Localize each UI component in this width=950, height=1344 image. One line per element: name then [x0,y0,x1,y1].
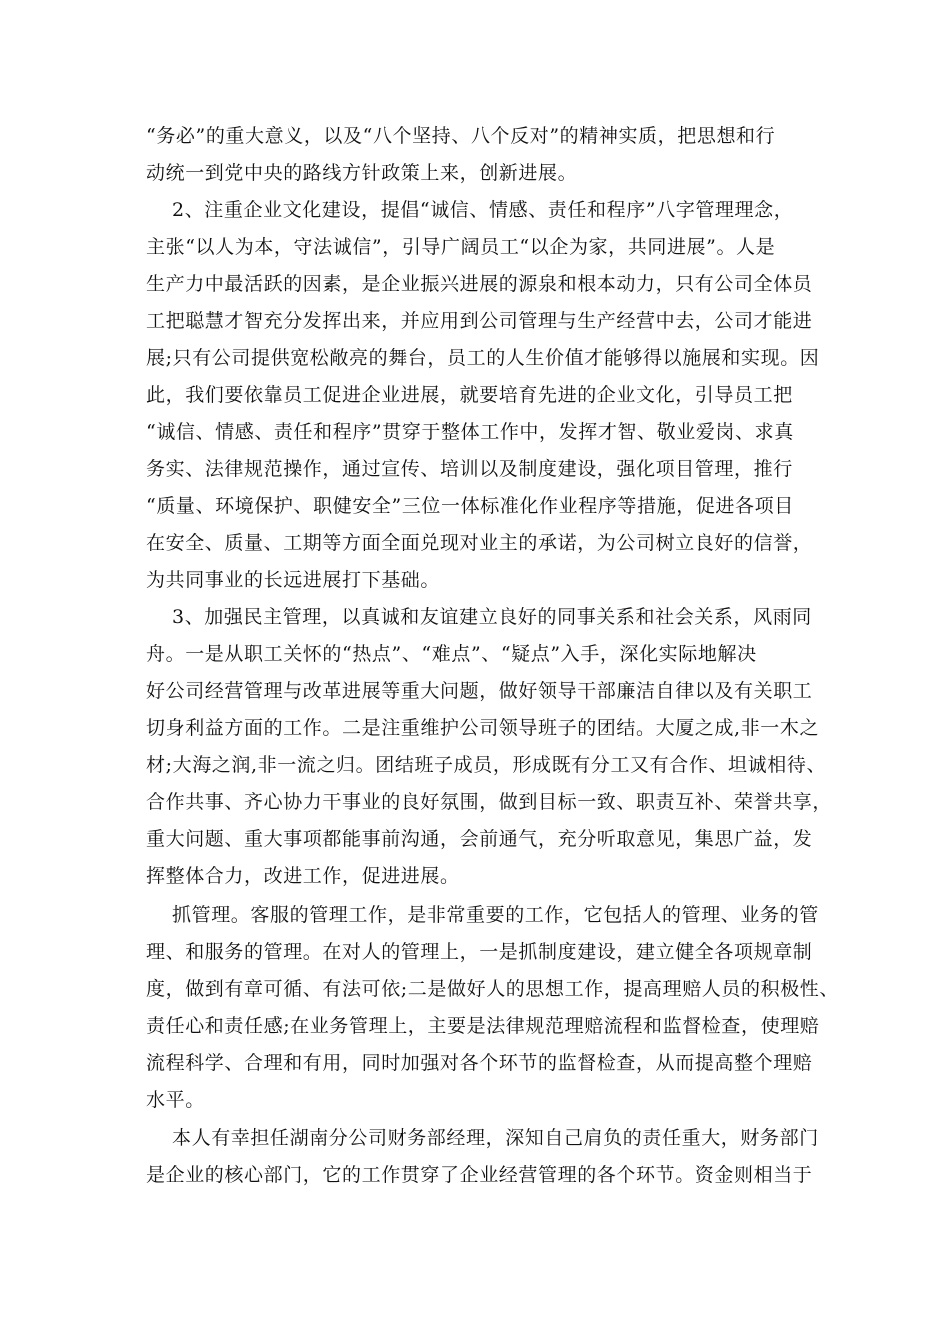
paragraph-start-line: 本人有幸担任湖南分公司财务部经理，深知自己肩负的责任重大，财务部门 [172,1127,819,1149]
text-line: 挥整体合力，改进工作，促进进展。 [146,865,460,887]
text-line: 动统一到党中央的路线方针政策上来，创新进展。 [146,162,578,184]
text-line: 在安全、质量、工期等方面全面兑现对业主的承诺，为公司树立良好的信誉， [146,532,813,554]
text-line: 好公司经营管理与改革进展等重大问题，做好领导干部廉洁自律以及有关职工 [146,680,813,702]
text-line: 主张“以人为本，守法诚信”，引导广阔员工“以企为家，共同进展”。人是 [146,236,776,258]
text-line: “诚信、情感、责任和程序”贯穿于整体工作中，发挥才智、敬业爱岗、求真 [146,421,794,443]
text-line: “质量、环境保护、职健安全”三位一体标准化作业程序等措施，促进各项目 [146,495,794,517]
text-line: 生产力中最活跃的因素，是企业振兴进展的源泉和根本动力，只有公司全体员 [146,273,813,295]
text-line: 合作共事、齐心协力干事业的良好氛围，做到目标一致、职责互补、荣誉共享， [146,791,833,813]
text-line: “务必”的重大意义，以及“八个坚持、八个反对”的精神实质，把思想和行 [146,125,776,147]
paragraph-start-line: 抓管理。客服的管理工作，是非常重要的工作，它包括人的管理、业务的管 [172,904,819,926]
text-line: 度，做到有章可循、有法可依;二是做好人的思想工作，提高理赔人员的积极性、 [146,978,840,1000]
text-line: 切身利益方面的工作。二是注重维护公司领导班子的团结。大厦之成,非一木之 [146,717,820,739]
paragraph-start-line: 2、注重企业文化建设，提倡“诚信、情感、责任和程序”八字管理理念， [172,199,794,221]
text-line: 水平。 [146,1089,205,1111]
text-line: 理、和服务的管理。在对人的管理上，一是抓制度建设，建立健全各项规章制 [146,941,813,963]
text-line: 流程科学、合理和有用，同时加强对各个环节的监督检查，从而提高整个理赔 [146,1052,813,1074]
text-line: 务实、法律规范操作，通过宣传、培训以及制度建设，强化项目管理，推行 [146,458,793,480]
paragraph-start-line: 3、加强民主管理，以真诚和友谊建立良好的同事关系和社会关系，风雨同 [172,606,812,628]
text-line: 为共同事业的长远进展打下基础。 [146,569,441,591]
text-line: 工把聪慧才智充分发挥出来，并应用到公司管理与生产经营中去，公司才能进 [146,310,813,332]
text-line: 重大问题、重大事项都能事前沟通，会前通气，充分听取意见，集思广益，发 [146,828,813,850]
text-line: 材;大海之润,非一流之归。团结班子成员，形成既有分工又有合作、坦诚相待、 [146,754,827,776]
text-line: 责任心和责任感;在业务管理上，主要是法律规范理赔流程和监督检查，使理赔 [146,1015,820,1037]
text-line: 展;只有公司提供宽松敞亮的舞台，员工的人生价值才能够得以施展和实现。因 [146,347,820,369]
text-line: 舟。一是从职工关怀的“热点”、“难点”、“疑点”入手，深化实际地解决 [146,643,757,665]
text-line: 是企业的核心部门，它的工作贯穿了企业经营管理的各个环节。资金则相当于 [146,1164,813,1186]
text-line: 此，我们要依靠员工促进企业进展，就要培育先进的企业文化，引导员工把 [146,384,793,406]
